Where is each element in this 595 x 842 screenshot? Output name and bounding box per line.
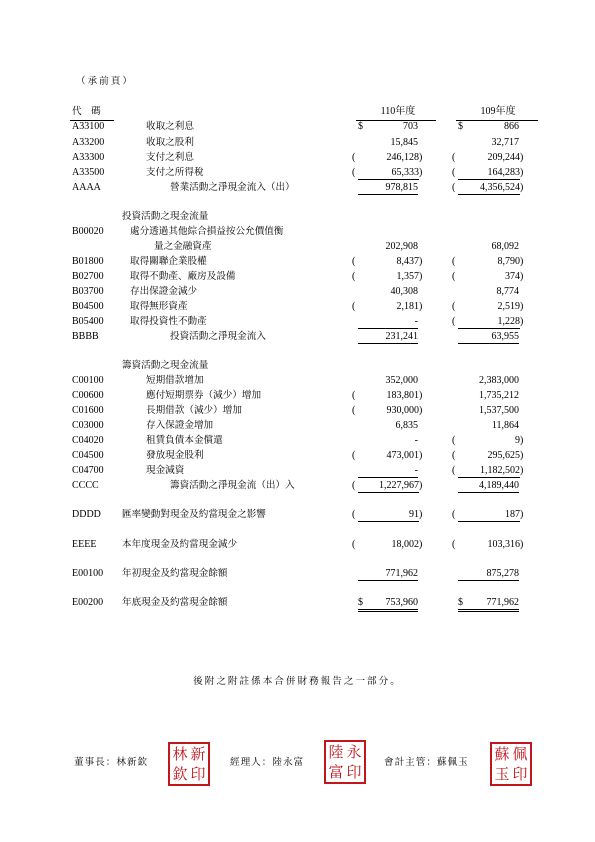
paren-open-110: ( <box>352 271 356 282</box>
paren-close-109: ) <box>520 509 524 520</box>
paren-close-109: ) <box>520 450 524 461</box>
amount-110: 202,908 <box>385 241 418 252</box>
row-label: 取得無形資產 <box>130 301 188 312</box>
row-code: DDDD <box>72 509 101 520</box>
amount-110: 8,437 <box>396 256 419 267</box>
amount-110: 1,227,967 <box>358 480 419 493</box>
amount-110: 18,002 <box>391 539 419 550</box>
row-label: 本年度現金及約當現金減少 <box>122 539 238 550</box>
amount-109: 32,717 <box>491 137 519 148</box>
amount-109: 8,790 <box>497 256 520 267</box>
row-code: C04700 <box>72 465 104 476</box>
amount-109: 1,228 <box>458 316 520 329</box>
amount-110: 2,181 <box>396 301 419 312</box>
row-code: A33500 <box>72 167 105 178</box>
paren-open-109: ( <box>452 271 456 282</box>
row-code: B00020 <box>72 226 104 237</box>
amount-109: 11,864 <box>491 420 519 431</box>
row-code: C04500 <box>72 450 104 461</box>
amount-110: 91 <box>358 509 419 522</box>
amount-109: 8,774 <box>496 286 519 297</box>
amount-109: 2,383,000 <box>479 375 519 386</box>
amount-109: 9 <box>515 435 520 446</box>
paren-close-109: ) <box>520 539 524 550</box>
row-code: A33200 <box>72 137 105 148</box>
footnote: 後附之附註係本合併財務報告之一部分。 <box>193 676 402 687</box>
row-label: 收取之利息 <box>146 121 194 132</box>
row-label: 現金減資 <box>146 465 185 476</box>
row-label: 量之金融資產 <box>154 241 212 252</box>
row-label: 長期借款（減少）增加 <box>146 405 242 416</box>
amount-110: - <box>358 465 418 478</box>
signature-manager: 經理人：陸永富 <box>230 757 305 768</box>
paren-close-109: ) <box>520 316 524 327</box>
seal-accountant: 蘇 佩 玉 印 <box>490 742 532 786</box>
row-code: E00200 <box>72 597 104 608</box>
paren-open-110: ( <box>352 152 356 163</box>
row-code: C03000 <box>72 420 104 431</box>
row-label: 年底現金及約當現金餘額 <box>122 597 228 608</box>
amount-109: 103,316 <box>487 539 520 550</box>
amount-109: 209,244 <box>487 152 520 163</box>
paren-open-109: ( <box>452 152 456 163</box>
seal-manager: 陸 永 富 印 <box>324 740 366 784</box>
amount-110: 15,845 <box>390 137 418 148</box>
amount-110: 703 <box>403 121 418 132</box>
paren-close-110: ) <box>419 480 423 491</box>
row-label: 匯率變動對現金及約當現金之影響 <box>122 509 266 520</box>
paren-close-110: ) <box>419 509 423 520</box>
row-code: B04500 <box>72 301 104 312</box>
row-label: 應付短期票券（減少）增加 <box>146 390 262 401</box>
paren-close-109: ) <box>520 465 524 476</box>
paren-open-110: ( <box>352 539 356 550</box>
amount-109: 771,962 <box>458 597 519 612</box>
row-code: AAAA <box>72 182 101 193</box>
signature-accountant: 會計主管：蘇佩玉 <box>384 757 469 768</box>
row-label: 發放現金股利 <box>146 450 204 461</box>
paren-open-109: ( <box>452 256 456 267</box>
row-label: 支付之所得稅 <box>146 167 204 178</box>
row-code: B03700 <box>72 286 104 297</box>
row-code: B02700 <box>72 271 104 282</box>
amount-110: 40,308 <box>390 286 418 297</box>
amount-110: 6,835 <box>395 420 418 431</box>
amount-109: 374 <box>505 271 520 282</box>
continued-label: （承前頁） <box>76 76 134 87</box>
amount-110: 978,815 <box>358 182 418 195</box>
paren-close-110: ) <box>419 152 423 163</box>
paren-close-110: ) <box>419 390 423 401</box>
paren-close-110: ) <box>419 271 423 282</box>
paren-close-110: ) <box>419 405 423 416</box>
row-code: C00100 <box>72 375 104 386</box>
amount-109: 164,283 <box>458 167 520 180</box>
paren-open-110: ( <box>352 390 356 401</box>
amount-110: 1,357 <box>396 271 419 282</box>
row-label: 投資活動之現金流量 <box>122 211 209 222</box>
row-label: 籌資活動之現金流量 <box>122 360 209 371</box>
paren-close-110: ) <box>419 167 423 178</box>
paren-open-109: ( <box>452 539 456 550</box>
paren-close-109: ) <box>520 256 524 267</box>
amount-110: 65,333 <box>358 167 419 180</box>
amount-109: 1,182,502 <box>458 465 520 478</box>
amount-110: 183,801 <box>386 390 419 401</box>
row-code: C01600 <box>72 405 104 416</box>
paren-close-110: ) <box>419 450 423 461</box>
paren-open-110: ( <box>352 480 356 491</box>
paren-open-109: ( <box>452 167 456 178</box>
amount-109: 187 <box>458 509 520 522</box>
amount-110: - <box>414 435 418 446</box>
paren-open-109: ( <box>452 182 456 193</box>
amount-109: 295,625 <box>487 450 520 461</box>
signature-chairman: 董事長：林新欽 <box>74 757 149 768</box>
paren-open-109: ( <box>452 301 456 312</box>
paren-close-109: ) <box>520 271 524 282</box>
amount-109: 1,537,500 <box>479 405 519 416</box>
row-label: 支付之利息 <box>146 152 194 163</box>
amount-109: 4,356,524 <box>458 182 520 195</box>
amount-109: 63,955 <box>458 331 519 344</box>
paren-open-110: ( <box>352 450 356 461</box>
amount-109: 68,092 <box>491 241 519 252</box>
amount-109: 866 <box>504 121 519 132</box>
amount-110: 930,000 <box>386 405 419 416</box>
row-label: 取得關聯企業股權 <box>130 256 207 267</box>
row-code: BBBB <box>72 331 99 342</box>
row-label: 存出保證金減少 <box>130 286 198 297</box>
row-label: 租賃負債本金償還 <box>146 435 223 446</box>
row-label: 年初現金及約當現金餘額 <box>122 568 228 579</box>
row-code: B05400 <box>72 316 104 327</box>
paren-open-110: ( <box>352 301 356 312</box>
row-label: 存入保證金增加 <box>146 420 214 431</box>
seal-chairman: 林 新 欽 印 <box>168 742 210 786</box>
currency-109: $ <box>458 121 463 132</box>
paren-open-110: ( <box>352 405 356 416</box>
currency-110: $ <box>358 121 363 132</box>
paren-open-110: ( <box>352 509 356 520</box>
amount-110: 473,001 <box>386 450 419 461</box>
row-label: 投資活動之淨現金流入 <box>170 331 266 342</box>
amount-109: 875,278 <box>458 568 519 581</box>
header-code: 代 碼 <box>72 106 101 117</box>
paren-open-109: ( <box>452 509 456 520</box>
row-code: C00600 <box>72 390 104 401</box>
row-code: EEEE <box>72 539 97 550</box>
paren-open-110: ( <box>352 167 356 178</box>
amount-110: 246,128 <box>386 152 419 163</box>
row-label: 取得投資性不動產 <box>130 316 207 327</box>
paren-open-109: ( <box>452 450 456 461</box>
amount-110: - <box>358 316 418 329</box>
paren-close-109: ) <box>520 182 524 193</box>
row-code: A33300 <box>72 152 105 163</box>
currency-110: $ <box>358 597 363 608</box>
currency-109: $ <box>458 597 463 608</box>
row-code: E00100 <box>72 568 104 579</box>
paren-open-110: ( <box>352 256 356 267</box>
paren-open-109: ( <box>452 316 456 327</box>
row-label: 處分透過其他綜合損益按公允價值衡 <box>130 226 284 237</box>
paren-close-109: ) <box>520 152 524 163</box>
paren-close-109: ) <box>520 435 524 446</box>
row-label: 收取之股利 <box>146 137 194 148</box>
header-110: 110年度 <box>380 106 416 117</box>
amount-110: 771,962 <box>358 568 418 581</box>
row-code: B01800 <box>72 256 104 267</box>
row-code: CCCC <box>72 480 99 491</box>
amount-110: 231,241 <box>358 331 418 344</box>
amount-109: 1,735,212 <box>479 390 519 401</box>
amount-109: 4,189,440 <box>458 480 519 493</box>
paren-open-109: ( <box>452 435 456 446</box>
amount-110: 352,000 <box>385 375 418 386</box>
row-label: 取得不動產、廠房及設備 <box>130 271 236 282</box>
row-label: 籌資活動之淨現金流（出）入 <box>170 480 295 491</box>
amount-109: 2,519 <box>497 301 520 312</box>
row-label: 營業活動之淨現金流入（出） <box>170 182 295 193</box>
paren-open-109: ( <box>452 465 456 476</box>
paren-close-110: ) <box>419 256 423 267</box>
paren-close-109: ) <box>520 301 524 312</box>
paren-close-110: ) <box>419 301 423 312</box>
header-109: 109年度 <box>480 106 516 117</box>
amount-110: 753,960 <box>358 597 418 612</box>
row-code: A33100 <box>72 121 105 132</box>
paren-close-110: ) <box>419 539 423 550</box>
row-label: 短期借款增加 <box>146 375 204 386</box>
row-code: C04020 <box>72 435 104 446</box>
paren-close-109: ) <box>520 167 524 178</box>
